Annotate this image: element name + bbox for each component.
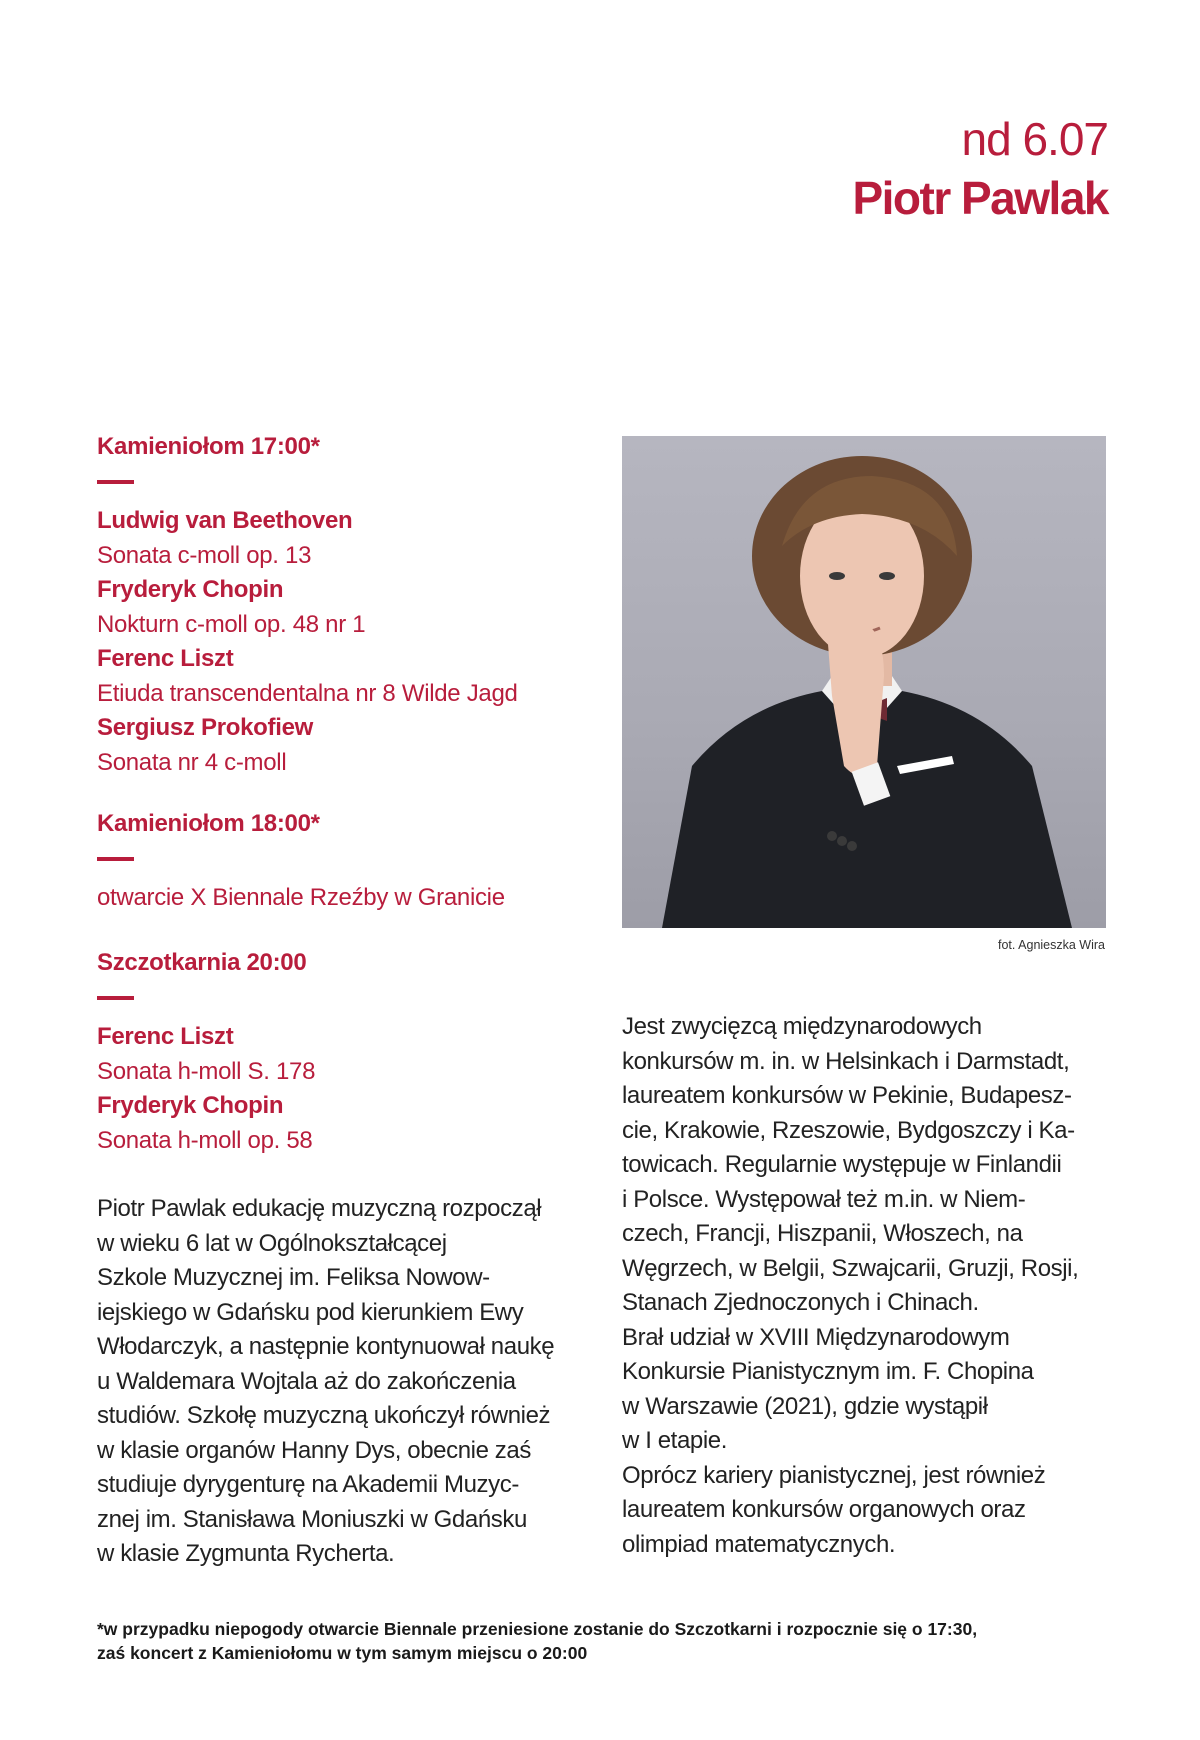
bio-line: iejskiego w Gdańsku pod kierunkiem Ewy bbox=[97, 1298, 524, 1326]
work-title: Sonata nr 4 c-moll bbox=[97, 748, 287, 776]
composer-name: Ferenc Liszt bbox=[97, 1023, 234, 1050]
bio-line: Konkursie Pianistycznym im. F. Chopina bbox=[622, 1358, 1034, 1385]
bio-line: i Polsce. Występował też m.in. w Niem- bbox=[622, 1185, 1026, 1213]
photo-credit: fot. Agnieszka Wira bbox=[998, 938, 1105, 952]
bio-line: laureatem konkursów w Pekinie, Budapesz- bbox=[622, 1082, 1072, 1109]
venue-heading: Kamieniołom 17:00* bbox=[97, 433, 320, 460]
program-section-2 bbox=[97, 807, 607, 915]
program-column bbox=[97, 430, 607, 1572]
bio-line: w Warszawie (2021), gdzie wystąpił bbox=[622, 1392, 988, 1420]
portrait-illustration bbox=[622, 436, 1106, 928]
bio-line: konkursów m. in. w Helsinkach i Darmstadt, bbox=[622, 1047, 1070, 1075]
bio-line: w I etapie. bbox=[622, 1427, 727, 1454]
composer-name: Ludwig van Beethoven bbox=[97, 507, 353, 534]
bio-line: Stanach Zjednoczonych i Chinach. bbox=[622, 1289, 979, 1316]
bio-line: Oprócz kariery pianistycznej, jest również bbox=[622, 1461, 1046, 1489]
event-description: otwarcie X Biennale Rzeźby w Granicie bbox=[97, 884, 505, 911]
bio-line: cie, Krakowie, Rzeszowie, Bydgoszczy i Ka- bbox=[622, 1116, 1075, 1144]
performer-photo bbox=[622, 436, 1106, 928]
work-title: Sonata c-moll op. 13 bbox=[97, 541, 312, 569]
weather-footnote bbox=[97, 1617, 1107, 1665]
bio-line: olimpiad matematycznych. bbox=[622, 1530, 896, 1558]
concert-date: nd 6.07 bbox=[961, 113, 1108, 165]
program-section-3 bbox=[97, 946, 607, 1158]
biography-left bbox=[97, 1192, 607, 1572]
venue-heading: Kamieniołom 18:00* bbox=[97, 810, 320, 837]
footnote-line: *w przypadku niepogody otwarcie Biennale przeniesione zostanie do Szczotkarni i rozpocznie się o 17:30, bbox=[97, 1619, 978, 1639]
bio-line: studiów. Szkołę muzyczną ukończył również bbox=[97, 1402, 551, 1429]
work-title: Nokturn c-moll op. 48 nr 1 bbox=[97, 610, 366, 638]
divider bbox=[97, 996, 134, 1000]
footnote-line: zaś koncert z Kamieniołomu w tym samym miejscu o 20:00 bbox=[97, 1643, 588, 1663]
bio-line: laureatem konkursów organowych oraz bbox=[622, 1496, 1026, 1523]
page-header bbox=[852, 112, 1108, 230]
divider bbox=[97, 480, 134, 484]
work-title: Sonata h-moll S. 178 bbox=[97, 1057, 316, 1085]
composer-name: Sergiusz Prokofiew bbox=[97, 714, 313, 741]
bio-line: towicach. Regularnie występuje w Finlandii bbox=[622, 1151, 1062, 1178]
bio-line: czech, Francji, Hiszpanii, Włoszech, na bbox=[622, 1220, 1023, 1247]
biography-right bbox=[622, 1010, 1122, 1562]
bio-line: znej im. Stanisława Moniuszki w Gdańsku bbox=[97, 1505, 527, 1533]
bio-line: w klasie organów Hanny Dys, obecnie zaś bbox=[97, 1436, 531, 1464]
performer-name: Piotr Pawlak bbox=[852, 172, 1108, 224]
bio-line: w wieku 6 lat w Ogólnokształcącej bbox=[97, 1229, 447, 1257]
work-title: Sonata h-moll op. 58 bbox=[97, 1126, 313, 1154]
bio-line: Szkole Muzycznej im. Feliksa Nowow- bbox=[97, 1264, 490, 1291]
bio-line: Brał udział w XVIII Międzynarodowym bbox=[622, 1323, 1010, 1351]
bio-line: studiuje dyrygenturę na Akademii Muzyc- bbox=[97, 1471, 519, 1498]
bio-line: w klasie Zygmunta Rycherta. bbox=[97, 1540, 395, 1567]
divider bbox=[97, 857, 134, 861]
program-section-1 bbox=[97, 430, 607, 780]
work-title: Etiuda transcendentalna nr 8 Wilde Jagd bbox=[97, 679, 518, 707]
bio-line: u Waldemara Wojtala aż do zakończenia bbox=[97, 1367, 516, 1395]
bio-line: Jest zwycięzcą międzynarodowych bbox=[622, 1013, 982, 1040]
composer-name: Fryderyk Chopin bbox=[97, 1092, 284, 1119]
composer-name: Ferenc Liszt bbox=[97, 645, 234, 672]
bio-line: Węgrzech, w Belgii, Szwajcarii, Gruzji, Rosji, bbox=[622, 1254, 1079, 1282]
bio-line: Włodarczyk, a następnie kontynuował naukę bbox=[97, 1333, 555, 1360]
venue-heading: Szczotkarnia 20:00 bbox=[97, 949, 307, 976]
composer-name: Fryderyk Chopin bbox=[97, 576, 284, 603]
bio-line: Piotr Pawlak edukację muzyczną rozpoczął bbox=[97, 1195, 542, 1222]
